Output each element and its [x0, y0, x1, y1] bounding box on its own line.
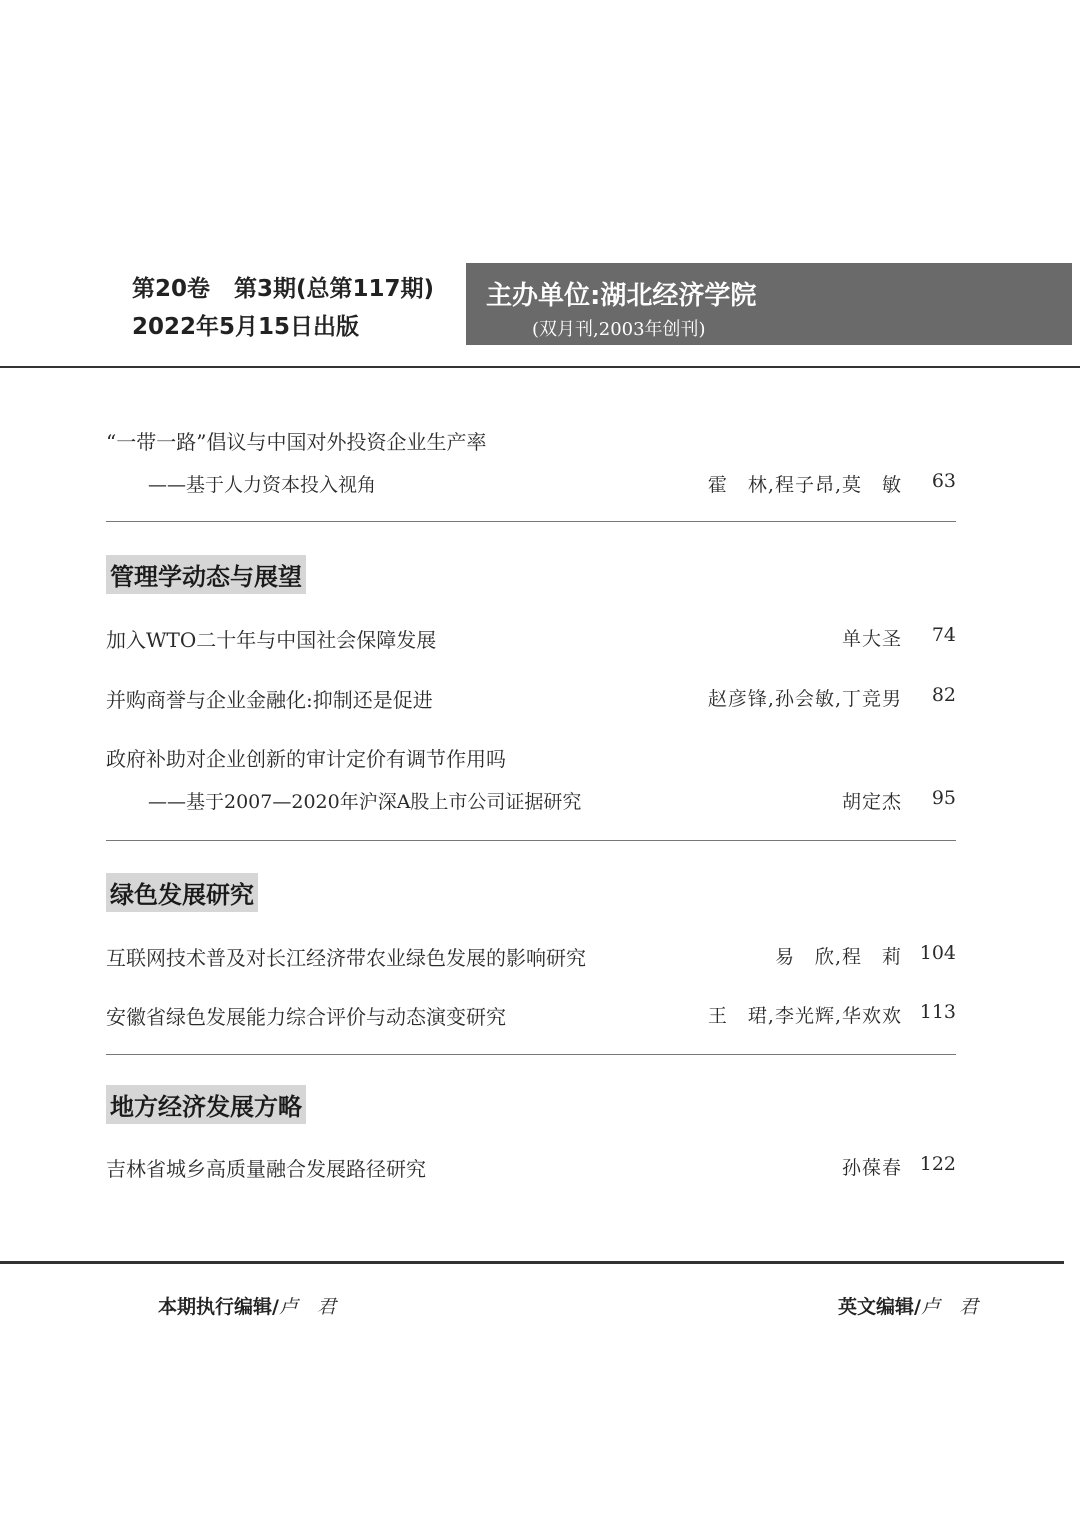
volume-issue-line	[132, 270, 434, 308]
article-title[interactable]: 并购商誉与企业金融化:抑制还是促进	[106, 688, 433, 712]
publish-date: 2022年5月15日出版	[132, 314, 360, 340]
english-editor	[838, 1292, 978, 1319]
article-subtitle: ——基于2007—2020年沪深A股上市公司证据研究	[148, 791, 582, 813]
footer-rule	[0, 1261, 1064, 1264]
article-page[interactable]: 104	[919, 942, 956, 964]
article-page[interactable]: 82	[931, 684, 956, 706]
article-title-row	[106, 420, 956, 464]
publication-frequency: (双月刊,2003年创刊)	[532, 319, 706, 340]
article-row	[106, 678, 956, 722]
article-authors: 赵彦锋,孙会敏,丁竞男	[707, 688, 902, 710]
article-subtitle-row	[106, 781, 956, 825]
article-title[interactable]: 政府补助对企业创新的审计定价有调节作用吗	[106, 747, 506, 771]
article-title[interactable]: 互联网技术普及对长江经济带农业绿色发展的影响研究	[106, 946, 586, 970]
article-subtitle-row	[106, 464, 956, 508]
volume: 第20卷	[132, 276, 211, 302]
english-editor-label: 英文编辑/	[838, 1296, 921, 1318]
english-editor-name: 卢 君	[920, 1296, 978, 1318]
executive-editor	[158, 1292, 336, 1319]
article-authors: 孙葆春	[841, 1157, 902, 1179]
article-page[interactable]: 122	[919, 1153, 956, 1175]
executive-editor-label: 本期执行编辑/	[158, 1296, 279, 1318]
section-heading: 管理学动态与展望	[106, 555, 306, 594]
article-authors: 王 珺,李光辉,华欢欢	[707, 1005, 902, 1027]
article-row	[106, 618, 956, 662]
article-authors: 霍 林,程子昂,莫 敏	[707, 474, 902, 496]
article-authors: 胡定杰	[841, 791, 902, 813]
article-row	[106, 995, 956, 1039]
header-rule	[0, 366, 1080, 368]
sponsor: 主办单位:湖北经济学院	[486, 281, 757, 311]
article-authors: 单大圣	[841, 628, 902, 650]
article-authors: 易 欣,程 莉	[774, 946, 902, 968]
issue: 第3期(总第117期)	[234, 276, 435, 302]
article-subtitle: ——基于人力资本投入视角	[148, 474, 377, 496]
article-title-row	[106, 737, 956, 781]
article-title[interactable]: 加入WTO二十年与中国社会保障发展	[106, 628, 437, 652]
article-page[interactable]: 95	[931, 787, 956, 809]
article-page[interactable]: 74	[931, 624, 956, 646]
sponsor-banner	[466, 263, 1072, 345]
article-title[interactable]: 安徽省绿色发展能力综合评价与动态演变研究	[106, 1005, 506, 1029]
table-of-contents	[106, 420, 956, 1191]
article-title[interactable]: 吉林省城乡高质量融合发展路径研究	[106, 1157, 426, 1181]
executive-editor-name: 卢 君	[278, 1296, 336, 1318]
article-page[interactable]: 113	[919, 1001, 956, 1023]
article-page[interactable]: 63	[931, 470, 956, 492]
issue-info	[132, 270, 434, 346]
article-title[interactable]: “一带一路”倡议与中国对外投资企业生产率	[106, 430, 487, 454]
section-heading: 地方经济发展方略	[106, 1085, 306, 1124]
article-row	[106, 936, 956, 980]
section-heading: 绿色发展研究	[106, 873, 258, 912]
article-row	[106, 1147, 956, 1191]
